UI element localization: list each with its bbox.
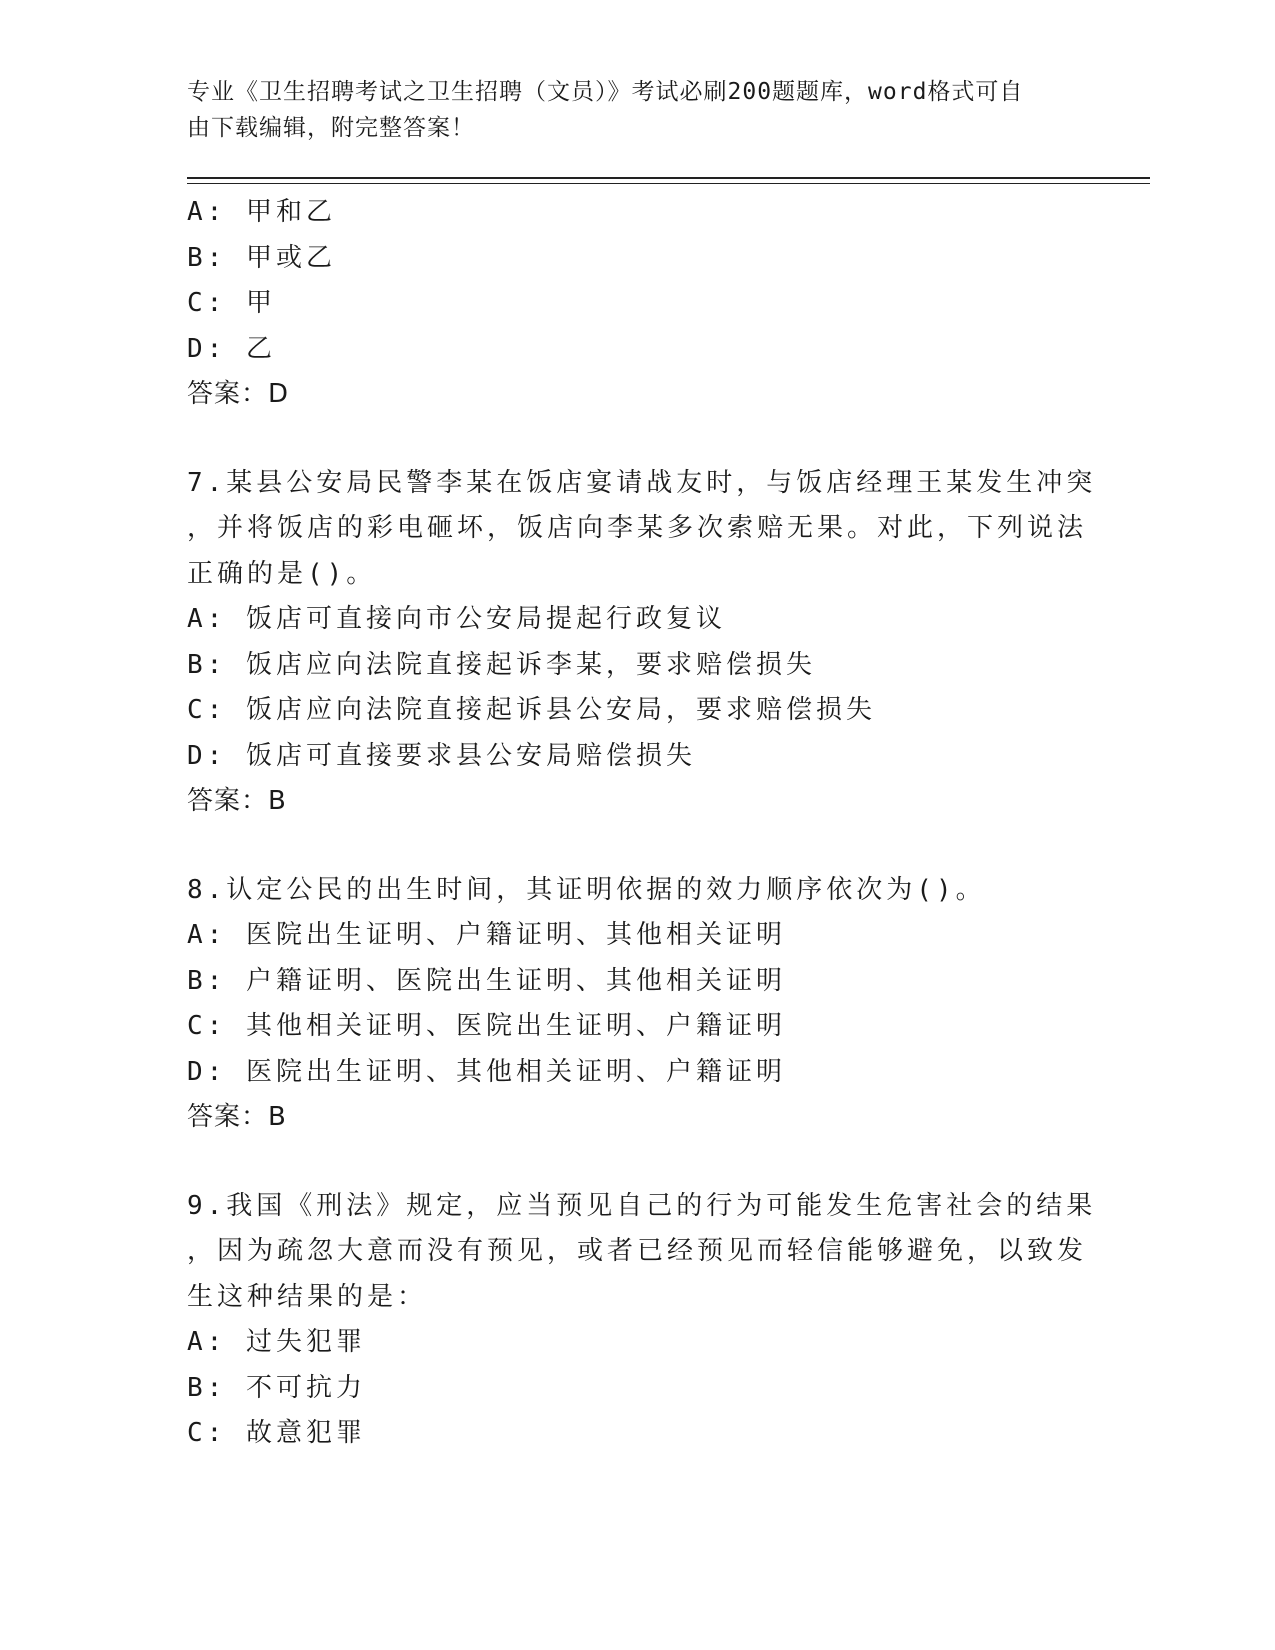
option-a: A: 饭店可直接向市公安局提起行政复议 bbox=[187, 604, 726, 634]
question-block-9 bbox=[187, 1184, 1097, 1457]
option-c: C: 甲 bbox=[187, 288, 276, 318]
question-block-7 bbox=[187, 461, 1097, 825]
document-header bbox=[187, 74, 1067, 146]
header-line-2: 由下载编辑，附完整答案！ bbox=[187, 115, 475, 141]
header-rule-thin bbox=[187, 183, 1150, 184]
question-stem-line: 生这种结果的是： bbox=[187, 1281, 428, 1312]
spacer bbox=[187, 1141, 1087, 1184]
question-stem-line: 7.某县公安局民警李某在饭店宴请战友时，与饭店经理王某发生冲突 bbox=[187, 467, 1097, 498]
question-stem-line: 9.我国《刑法》规定，应当预见自己的行为可能发生危害社会的结果 bbox=[187, 1190, 1097, 1221]
option-b: B: 户籍证明、医院出生证明、其他相关证明 bbox=[187, 965, 786, 996]
question-stem-line: 8.认定公民的出生时间，其证明依据的效力顺序依次为()。 bbox=[187, 874, 986, 905]
header-line-1: 专业《卫生招聘考试之卫生招聘（文员）》考试必刷200题题库，word格式可自 bbox=[187, 79, 1024, 105]
option-d: D: 医院出生证明、其他相关证明、户籍证明 bbox=[187, 1056, 786, 1087]
answer-label: 答案：B bbox=[187, 786, 287, 816]
spacer bbox=[187, 825, 1087, 868]
question-stem-line: ，并将饭店的彩电砸坏，饭店向李某多次索赔无果。对此，下列说法 bbox=[187, 513, 1088, 543]
question-list bbox=[187, 190, 1097, 1457]
answer-label: 答案：D bbox=[187, 379, 290, 409]
answer-label: 答案：B bbox=[187, 1102, 287, 1132]
option-b: B: 不可抗力 bbox=[187, 1372, 366, 1403]
question-stem-line: 正确的是()。 bbox=[187, 558, 377, 589]
option-c: C: 其他相关证明、医院出生证明、户籍证明 bbox=[187, 1011, 786, 1041]
option-c: C: 故意犯罪 bbox=[187, 1418, 366, 1448]
option-b: B: 甲或乙 bbox=[187, 242, 336, 273]
option-d: D: 乙 bbox=[187, 333, 276, 364]
option-a: A: 甲和乙 bbox=[187, 197, 336, 227]
option-b: B: 饭店应向法院直接起诉李某，要求赔偿损失 bbox=[187, 649, 816, 680]
question-block-8 bbox=[187, 868, 1087, 1141]
option-c: C: 饭店应向法院直接起诉县公安局，要求赔偿损失 bbox=[187, 695, 876, 725]
option-d: D: 饭店可直接要求县公安局赔偿损失 bbox=[187, 740, 696, 771]
spacer bbox=[187, 418, 1087, 461]
question-stem-line: ，因为疏忽大意而没有预见，或者已经预见而轻信能够避免，以致发 bbox=[187, 1236, 1088, 1266]
header-rule-thick bbox=[187, 177, 1150, 179]
option-a: A: 过失犯罪 bbox=[187, 1327, 366, 1357]
option-a: A: 医院出生证明、户籍证明、其他相关证明 bbox=[187, 920, 786, 950]
question-block-6 bbox=[187, 190, 1087, 418]
